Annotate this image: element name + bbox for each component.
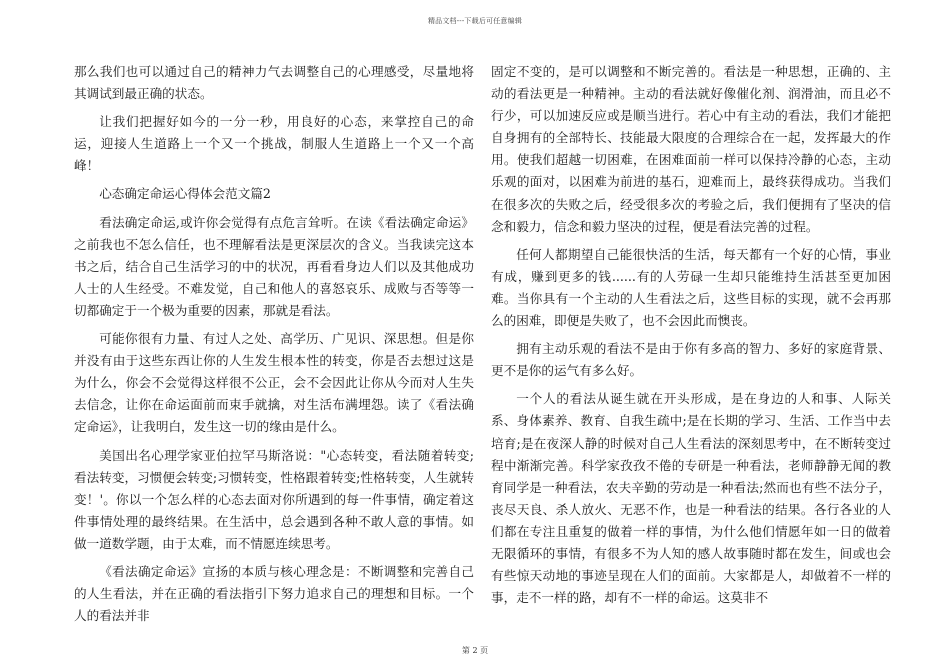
paragraph: 拥有主动乐观的看法不是由于你有多高的智力、多好的家庭背景、更不是你的运气有多么好。 (491, 341, 891, 379)
paragraph: 那么我们也可以通过自己的精神力气去调整自己的心理感受，尽量地将其调试到最正确的状态。 (74, 64, 474, 102)
paragraph: 让我们把握好如今的一分一秒，用良好的心态，来掌控自己的命运，迎接人生道路上一个又一个挑战，制服人生道路上一个又一个高峰！ (74, 114, 474, 174)
right-column (491, 61, 891, 615)
paragraph: 任何人都期望自己能很快活的生活，每天都有一个好的心情，事业有成，赚到更多的钱......有的人劳碌一生却只能维持生活甚至更加困难。当你具有一个主动的人生看法之后，这些目标的实现，就不会再那么的困难，即便是失败了，也不会因此而懊丧。 (491, 246, 891, 329)
paragraph: 看法确定命运,或许你会觉得有点危言耸听。在读《看法确定命运》之前我也不怎么信任，也不理解看法是更深层次的含义。当我读完这本书之后，结合自己生活学习的中的状况，再看看身边人们以及其他成功人士的人生经受。不难发觉，自己和他人的喜怒哀乐、成败与否等等一切都确定于一个极为重要的因素，那就是看法。 (74, 214, 474, 318)
section-heading: 心态确定命运心得体会范文篇2 (99, 186, 271, 202)
paragraph: 可能你很有力量、有过人之处、高学历、广见识、深思想。但是你并没有由于这些东西让你的人生发生根本性的转变，你是否去想过这是为什么，你会不会觉得这样很不公正，会不会因此让你从今而对人生失去信念，让你在命运面前而束手就擒，对生活布满埋怨。读了《看法确定命运》，让我明白，发生这一切的缘由是什么。 (74, 331, 474, 435)
page-number: 第 2 页 (461, 646, 489, 655)
page-header: 精品文档---下载后可任意编辑 (427, 17, 523, 25)
paragraph: 美国出名心理学家亚伯拉罕马斯洛说："心态转变，看法随着转变;看法转变，习惯便会转变;习惯转变，性格跟着转变;性格转变，人生就转变！'。你以一个怎么样的心态去面对你所遇到的每一件事情，确定着这件事情处理的最终结果。在生活中，总会遇到各种不敢人意的事情。如做一道数学题，由于太难，而不情愿连续思考。 (74, 447, 474, 551)
paragraph: 固定不变的，是可以调整和不断完善的。看法是一种思想，正确的、主动的看法更是一种精神。主动的看法就好像催化剂、润滑油，而且必不行少，可以加速反应或是顺当进行。若心中有主动的看法，我们才能把自身拥有的全部特长、技能最大限度的合理综合在一起，发挥最大的作用。使我们超越一切困难，在困难面前一样可以保持冷静的心态，主动乐观的面对，以困难为前进的基石，迎难而上，最终获得成功。当我们在很多次的失败之后，经受很多次的考验之后，我们便拥有了坚决的信念和毅力，信念和毅力坚决的过程，便是看法完善的过程。 (491, 64, 891, 234)
paragraph: 一个人的看法从诞生就在开头形成，是在身边的人和事、人际关系、身体素养、教育、自我生疏中;是在长期的学习、生活、工作当中去培育;是在夜深人静的时候对自己人生看法的深刻思考中，在不断转变过程中渐渐完善。科学家孜孜不倦的专研是一种看法，老师静静无闻的教育同学是一种看法，农夫辛勤的劳动是一种看法;然而也有些不法分子，丧尽天良、杀人放火、无恶不作，也是一种看法的结果。各行各业的人们都在专注且重复的做着一样的事情，为什么他们情愿年如一日的做着无限循环的事情，有很多不为人知的感人故事随时都在发生，间或也会有些惊天动地的事迹呈现在人们的面前。大家都是人，却做着不一样的事，走不一样的路，却有不一样的命运。这莫非不 (491, 391, 891, 606)
left-column (74, 61, 474, 633)
paragraph: 《看法确定命运》宣扬的本质与核心理念是：不断调整和完善自己的人生看法，并在正确的看法指引下努力追求自己的理想和目标。一个人的看法并非 (74, 563, 474, 624)
